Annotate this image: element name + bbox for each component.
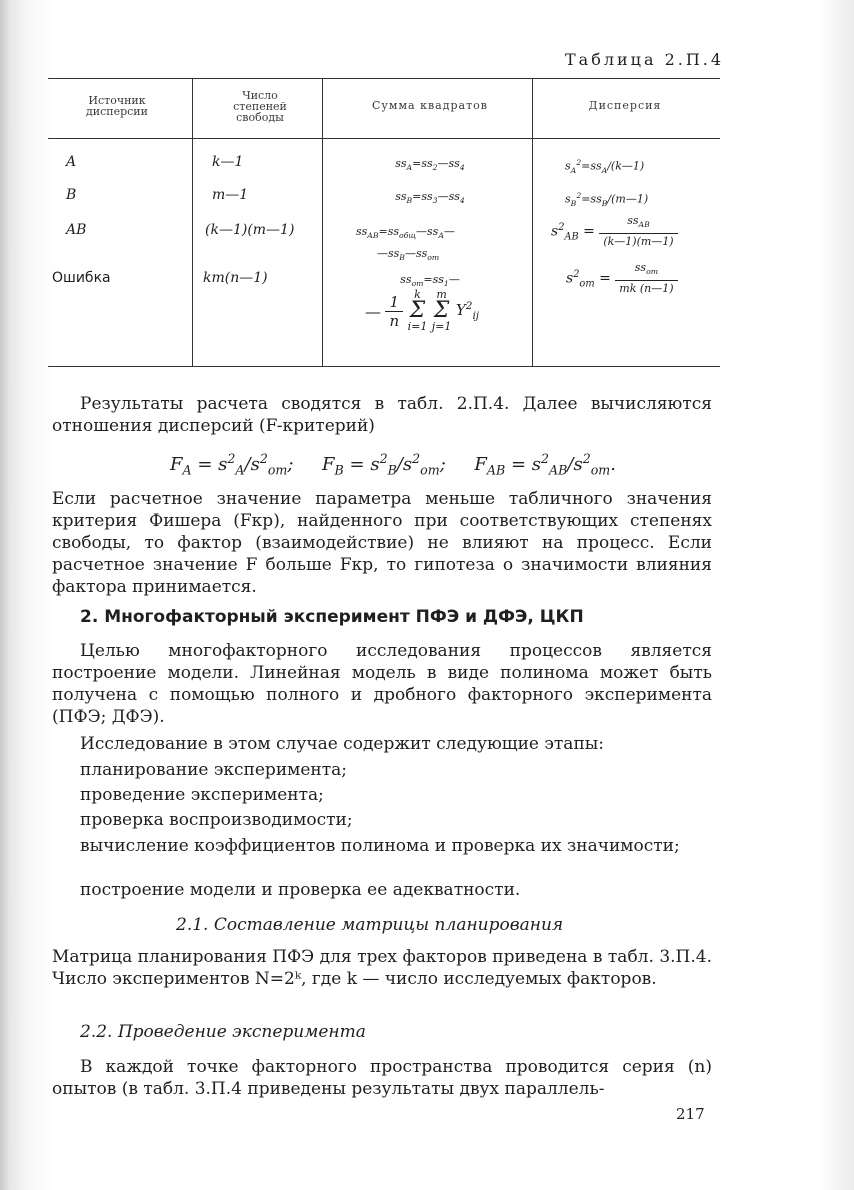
row-ab-dof: (k—1)(m—1)	[205, 222, 295, 238]
row-ab-dispersion: $s^2_{AB}$ = $\frac{ss_{AB}}{(k—1)(m—1)}$	[551, 213, 678, 250]
row-a-ss: $ss_A=ss_2—ss_4$	[395, 157, 465, 173]
paragraph-matrix: Матрица планирования ПФЭ для трех факторов приведена в табл. 3.П.4. Число экспериментов N=2ᵏ, где k — число исследуемых факторов.	[52, 947, 712, 989]
row-a-dof: k—1	[212, 154, 244, 170]
list-item: проверка воспроизводимости;	[80, 810, 353, 830]
table-bottom-rule	[48, 366, 720, 367]
table-header-rule	[48, 138, 720, 139]
list-item: проведение эксперимента;	[80, 785, 324, 805]
f-criterion-formula: $F_A = s^2_A/s^2_{от}$; $F_B = s^2_B/s^2_{от}$; $F_{AB} = s^2_{AB}/s^2_{от}$.	[170, 451, 616, 478]
row-b-dof: m—1	[212, 187, 249, 203]
row-error-source: Ошибка	[52, 270, 111, 286]
header-dispersion: Дисперсия	[588, 99, 662, 112]
list-item: планирование эксперимента;	[80, 760, 348, 780]
table-top-rule	[48, 78, 720, 79]
paragraph-fisher: Если расчетное значение параметра меньше табличного значения критерия Фишера (Fкр), найденного при соответствующих степенях свободы, то фактор (взаимодействие) не влияют на процесс. Если расчетное значение F больше Fкр, то гипотеза о значимости влияния фактора принимается.	[52, 489, 712, 597]
table-col-divider	[322, 78, 323, 366]
row-a-source: A	[66, 154, 77, 170]
header-sum-of-squares: Сумма квадратов	[372, 99, 488, 112]
row-error-dispersion: $s^2_{от}$ = $\frac{ss_{от}}{mk (n—1)}$	[566, 260, 678, 297]
row-error-double-sum: — $\frac{1}{n}$ k Σ i=1 m Σ j=1 $Y^2_{ij}$	[365, 288, 480, 333]
table-col-divider	[192, 78, 193, 366]
row-error-ss: $ss_{от}=ss_1—$	[400, 273, 460, 289]
header-dof: Число степеней свободы	[233, 89, 287, 124]
row-b-ss: $ss_B=ss_3—ss_4$	[395, 190, 465, 206]
row-error-dof: km(n—1)	[203, 270, 268, 286]
row-ab-ss: $ss_{AB}=ss_{общ}—ss_A—$ $—ss_B—ss_{от}$	[356, 225, 455, 263]
paragraph-series: В каждой точке факторного пространства проводится серия (n) опытов (в табл. 3.П.4 приведены результаты двух параллель-	[52, 1057, 712, 1099]
subsection-heading-2-1: 2.1. Составление матрицы планирования	[176, 915, 564, 935]
paragraph-results: Результаты расчета сводятся в табл. 2.П.4. Далее вычисляются отношения дисперсий (F-критерий)	[52, 394, 712, 436]
section-heading-2: 2. Многофакторный эксперимент ПФЭ и ДФЭ, ЦКП	[80, 607, 584, 627]
row-b-dispersion: $s_B^2=ss_B/(m—1)$	[565, 191, 649, 208]
subsection-heading-2-2: 2.2. Проведение эксперимента	[80, 1022, 366, 1042]
table-title: Таблица 2.П.4	[565, 50, 725, 69]
page-number: 217	[676, 1105, 705, 1123]
paragraph-stages: Исследование в этом случае содержит следующие этапы:	[80, 734, 605, 754]
row-ab-source: AB	[66, 222, 87, 238]
paragraph-goal: Целью многофакторного исследования процессов является построение модели. Линейная модель в виде полинома может быть получена с помощью полного и дробного факторного эксперимента (ПФЭ; ДФЭ).	[52, 641, 712, 727]
list-item: вычисление коэффициентов полинома и проверка их значимости;	[80, 836, 680, 856]
table-col-divider	[532, 78, 533, 366]
header-source: Источник дисперсии	[86, 94, 148, 118]
list-item: построение модели и проверка ее адекватности.	[80, 880, 521, 900]
row-b-source: B	[66, 187, 77, 203]
row-a-dispersion: $s_A^2=ss_A/(k—1)$	[565, 158, 645, 175]
